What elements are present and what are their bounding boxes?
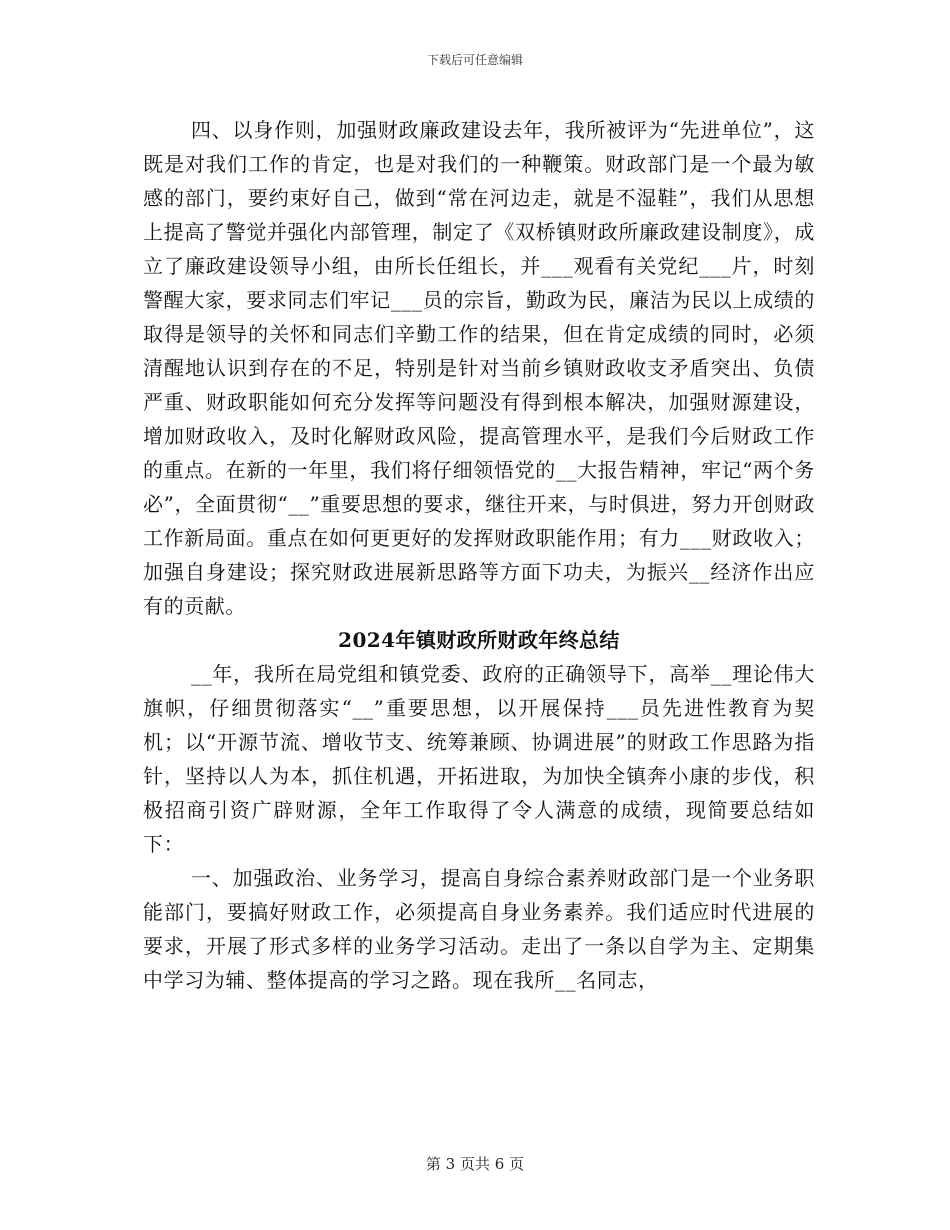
page-number: 第 3 页共 6 页	[425, 1155, 525, 1173]
paragraph-integrity-building: 四、以身作则，加强财政廉政建设去年，我所被评为“先进单位”，这既是对我们工作的肯定，也是对我们的一种鞭策。财政部门是一个最为敏感的部门，要约束好自己，做到“常在河边走，就是不湿鞋”，我们从思想上提高了警觉并强化内部管理，制定了《双桥镇财政所廉政建设制度》，成立了廉政建设领导小组，由所长任组长，并___观看有关党纪___片，时刻警醒大家，要求同志们牢记___员的宗旨，勤政为民，廉洁为民以上成绩的取得是领导的关怀和同志们辛勤工作的结果，但在肯定成绩的同时，必须清醒地认识到存在的不足，特别是针对当前乡镇财政收支矛盾突出、负债严重、财政职能如何充分发挥等问题没有得到根本解决，加强财源建设，增加财政收入，及时化解财政风险，提高管理水平，是我们今后财政工作的重点。在新的一年里，我们将仔细领悟党的__大报告精神，牢记“两个务必”，全面贯彻“__”重要思想的要求，继往开来，与时俱进，努力开创财政工作新局面。重点在如何更更好的发挥财政职能作用；有力___财政收入；加强自身建设；探究财政进展新思路等方面下功夫，为振兴__经济作出应有的贡献。	[143, 118, 815, 618]
page-header: 下载后可任意编辑	[426, 53, 523, 67]
paragraph-summary-intro: __年，我所在局党组和镇党委、政府的正确领导下，高举__理论伟大旗帜，仔细贯彻落实“__”重要思想，以开展保持___员先进性教育为契机；以“开源节流、增收节支、统筹兼顾、协调进展”的财政工作思路为指针，坚持以人为本，抓住机遇，开拓进取，为加快全镇奔小康的步伐，积极招商引资广辟财源，全年工作取得了令人满意的成绩，现简要总结如下：	[143, 662, 815, 856]
document-title: 2024年镇财政所财政年终总结	[338, 628, 620, 652]
document-body	[143, 113, 815, 997]
paragraph-study-section: 一、加强政治、业务学习，提高自身综合素养财政部门是一个业务职能部门，要搞好财政工作，必须提高自身业务素养。我们适应时代进展的要求，开展了形式多样的业务学习活动。走出了一条以自学为主、定期集中学习为辅、整体提高的学习之路。现在我所__名同志，	[143, 866, 815, 992]
